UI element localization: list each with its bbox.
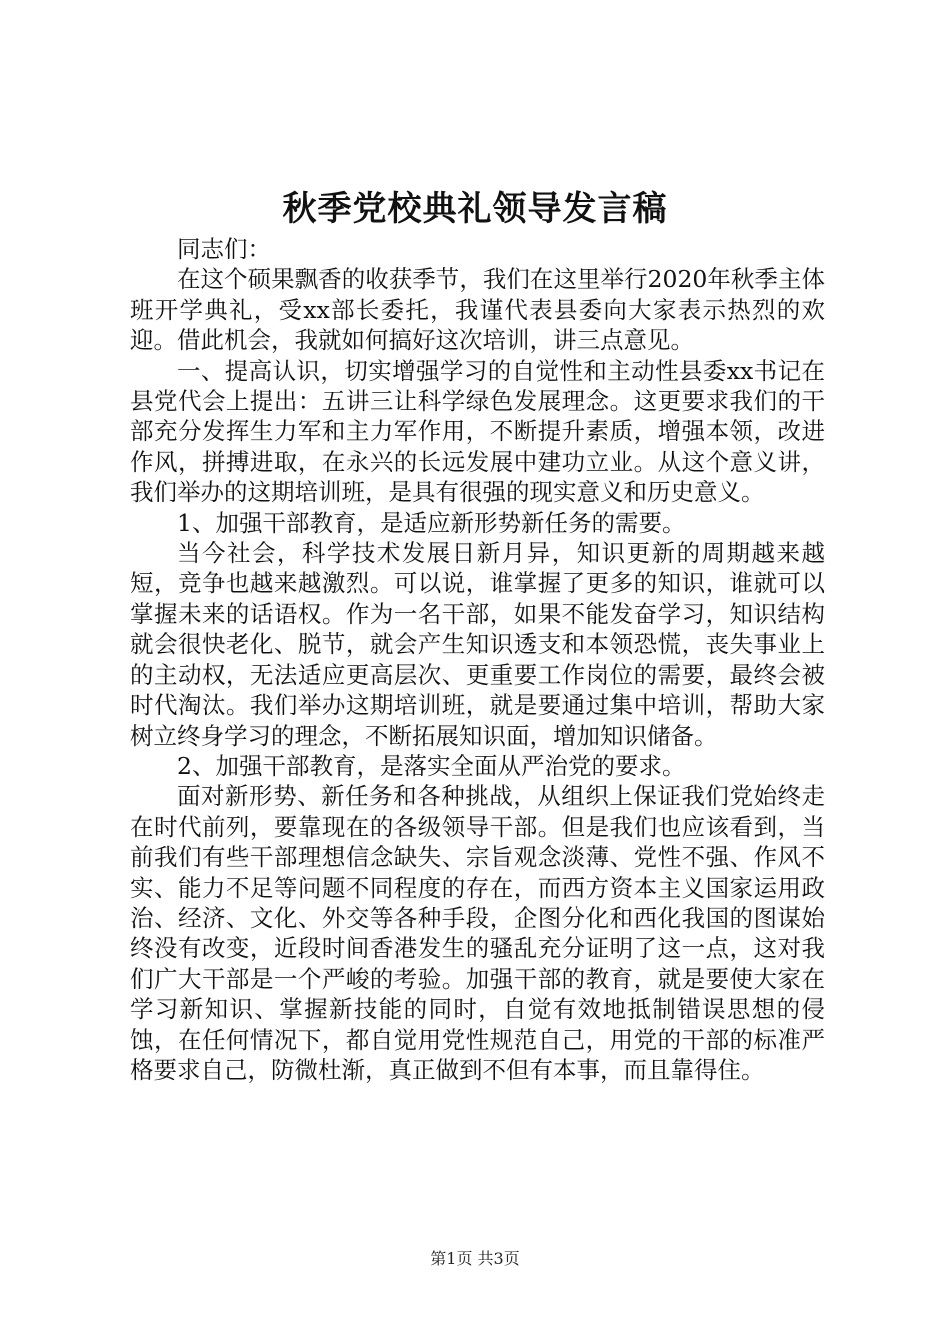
page-number-footer: 第1页 共3页 bbox=[430, 1249, 520, 1268]
subheading-two: 2、加强干部教育，是落实全面从严治党的要求。 bbox=[177, 751, 686, 780]
intro-paragraph: 在这个硕果飘香的收获季节，我们在这里举行2020年秋季主体班开学典礼，受xx部长委托，我谨代表县委向大家表示热烈的欢迎。借此机会，我就如何搞好这次培训，讲三点意见。 bbox=[130, 265, 825, 355]
body-paragraph: 面对新形势、新任务和各种挑战，从组织上保证我们党始终走在时代前列，要靠现在的各级领导干部。但是我们也应该看到，当前我们有些干部理想信念缺失、宗旨观念淡薄、党性不强、作风不实、能力不足等问题不同程度的存在，而西方资本主义国家运用政治、经济、文化、外交等各种手段，企图分化和西化我国的图谋始终没有改变，近段时间香港发生的骚乱充分证明了这一点，这对我们广大干部是一个严峻的考验。加强干部的教育，就是要使大家在学习新知识、掌握新技能的同时，自觉有效地抵制错误思想的侵蚀，在任何情况下，都自觉用党性规范自己，用党的干部的标准严格要求自己，防微杜渐，真正做到不但有本事，而且靠得住。 bbox=[130, 782, 825, 1084]
section-one-paragraph: 一、提高认识，切实增强学习的自觉性和主动性县委xx书记在县党代会上提出：五讲三让科学绿色发展理念。这更要求我们的干部充分发挥生力军和主力军作用，不断提升素质，增强本领，改进作风，拼搏进取，在永兴的长远发展中建功立业。从这个意义讲，我们举办的这期培训班，是具有很强的现实意义和历史意义。 bbox=[130, 356, 825, 507]
salutation-paragraph: 同志们： bbox=[177, 235, 271, 263]
subheading-one: 1、加强干部教育，是适应新形势新任务的需要。 bbox=[177, 508, 686, 537]
document-title: 秋季党校典礼领导发言稿 bbox=[282, 189, 668, 229]
document-body bbox=[130, 234, 825, 1085]
body-paragraph: 当今社会，科学技术发展日新月异，知识更新的周期越来越短，竞争也越来越激烈。可以说，谁掌握了更多的知识，谁就可以掌握未来的话语权。作为一名干部，如果不能发奋学习，知识结构就会很快老化、脱节，就会产生知识透支和本领恐慌，丧失事业上的主动权，无法适应更高层次、更重要工作岗位的需要，最终会被时代淘汰。我们举办这期培训班，就是要通过集中培训，帮助大家树立终身学习的理念，不断拓展知识面，增加知识储备。 bbox=[130, 539, 825, 750]
